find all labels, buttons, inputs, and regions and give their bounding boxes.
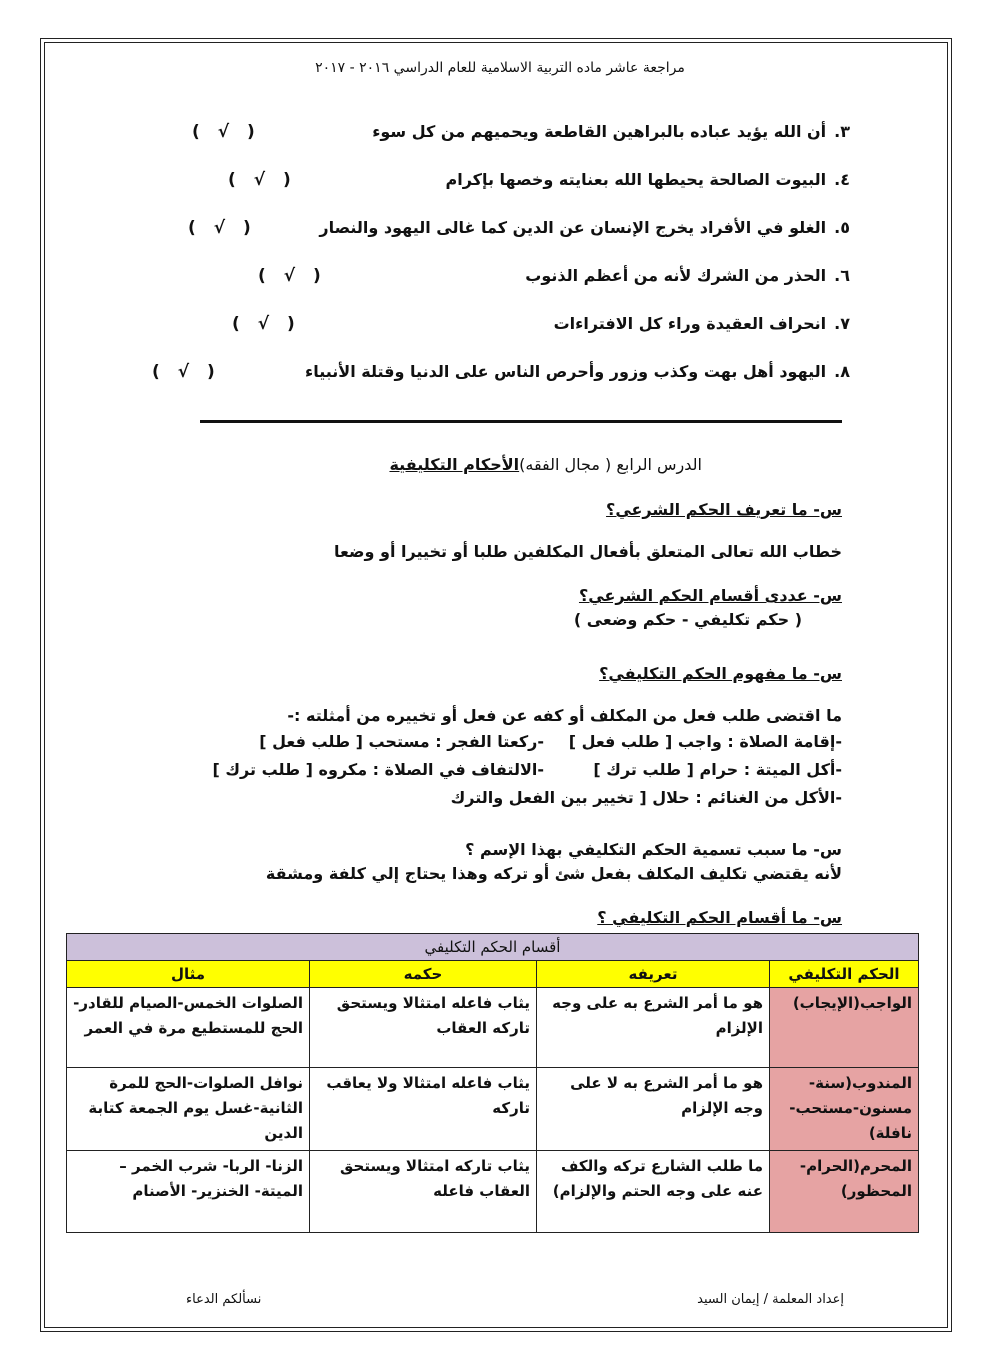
table-cell: يثاب تاركه امتثالا ويستحق العقاب فاعله <box>310 1151 537 1233</box>
header-ruling: الحكم التكليفي <box>770 961 919 988</box>
check-mark-4: ( √ ) <box>228 170 297 190</box>
answer-2: ( حكم تكليفي - حكم وضعى ) <box>573 610 802 629</box>
table-cell: المندوب(سنة-مسنون-مستحب-نافلة) <box>770 1068 919 1151</box>
table-cell: الصلوات الخمس-الصيام للقادر- الحج للمستطيع مرة في العمر <box>67 988 310 1068</box>
table-caption: أقسام الحكم التكليفي <box>67 934 919 961</box>
question-4: س- ما سبب تسمية الحكم التكليفي بهذا الإسم ؟ <box>465 840 842 859</box>
prayer-request: نسألكم الدعاء <box>186 1292 262 1307</box>
example-fajr: -ركعتا الفجر : مستحب [ طلب فعل ] <box>259 732 544 751</box>
review-item-3: ٣.أن الله يؤيد عباده بالبراهين القاطعة ويحميهم من كل سوء <box>372 122 850 141</box>
review-item-5: ٥.الغلو في الأفراد يخرج الإنسان عن الدين كما غالى اليهود والنصار <box>319 218 850 237</box>
section-divider <box>200 420 842 423</box>
table-cell: الواجب(الإيجاب) <box>770 988 919 1068</box>
header-definition: تعريفه <box>537 961 770 988</box>
question-5: س- ما أقسام الحكم التكليفي ؟ <box>597 908 842 927</box>
table-cell: الزنا- الربا- شرب الخمر – الميتة- الخنزير- الأصنام <box>67 1151 310 1233</box>
table-cell: نوافل الصلوات-الحج للمرة الثانية-غسل يوم الجمعة كتابة الدين <box>67 1068 310 1151</box>
review-item-6: ٦.الحذر من الشرك لأنه من أعظم الذنوب <box>525 266 850 285</box>
table-cell: يثاب فاعله امتثالا ولا يعاقب تاركه <box>310 1068 537 1151</box>
table-row <box>67 1151 919 1233</box>
page-header: مراجعة عاشر ماده التربية الاسلامية للعام الدراسي ٢٠١٦ - ٢٠١٧ <box>315 60 685 76</box>
example-prayer: -إقامة الصلاة : واجب [ طلب فعل ] <box>568 732 842 751</box>
table-cell: هو ما أمر الشرع به لا على وجه الإلزام <box>537 1068 770 1151</box>
question-3: س- ما مفهوم الحكم التكليفي؟ <box>599 664 842 683</box>
check-mark-3: ( √ ) <box>192 122 261 142</box>
review-item-7: ٧.انحراف العقيدة وراء كل الافتراءات <box>553 314 850 333</box>
lesson-title: الدرس الرابع ( مجال الفقه)الأحكام التكليفية <box>389 455 702 474</box>
answer-3-intro: ما اقتضى طلب فعل من المكلف أو كفه عن فعل أو تخييره من أمثلته :- <box>287 706 842 725</box>
check-mark-5: ( √ ) <box>188 218 257 238</box>
answer-4: لأنه يقتضي تكليف المكلف بفعل شئ أو تركه وهذا يحتاج إلي كلفة ومشقة <box>265 864 842 883</box>
header-verdict: حكمه <box>310 961 537 988</box>
table-cell: ما طلب الشارع تركه والكف عنه على وجه الحتم والإلزام) <box>537 1151 770 1233</box>
question-2: س- عددى أقسام الحكم الشرعي؟ <box>578 586 842 605</box>
prepared-by: إعداد المعلمة / إيمان السيد <box>697 1292 844 1307</box>
table-cell: المحرم(الحرام-المحظور) <box>770 1151 919 1233</box>
table-row <box>67 988 919 1068</box>
example-carrion: -أكل الميتة : حرام [ طلب ترك ] <box>593 760 842 779</box>
header-example: مثال <box>67 961 310 988</box>
question-1: س- ما تعريف الحكم الشرعي؟ <box>606 500 842 519</box>
check-mark-8: ( √ ) <box>152 362 221 382</box>
table-cell: يثاب فاعله امتثالا ويستحق تاركه العقاب <box>310 988 537 1068</box>
table-cell: هو ما أمر الشرع به على وجه الإلزام <box>537 988 770 1068</box>
review-item-8: ٨.اليهود أهل بهت وكذب وزور وأحرص الناس على الدنيا وقتلة الأنبياء <box>305 362 850 381</box>
example-turning: -الالتفاف في الصلاة : مكروه [ طلب ترك ] <box>212 760 544 779</box>
example-spoils: -الأكل من الغنائم : حلال [ تخيير بين الفعل والترك <box>450 788 842 807</box>
rulings-table <box>66 933 919 1233</box>
table-row <box>67 1068 919 1151</box>
review-item-4: ٤.البيوت الصالحة يحيطها الله بعنايته وخصها بإكرام <box>445 170 850 189</box>
check-mark-6: ( √ ) <box>258 266 327 286</box>
answer-1: خطاب الله تعالى المتعلق بأفعال المكلفين طلبا أو تخييرا أو وضعا <box>333 542 842 561</box>
check-mark-7: ( √ ) <box>232 314 301 334</box>
